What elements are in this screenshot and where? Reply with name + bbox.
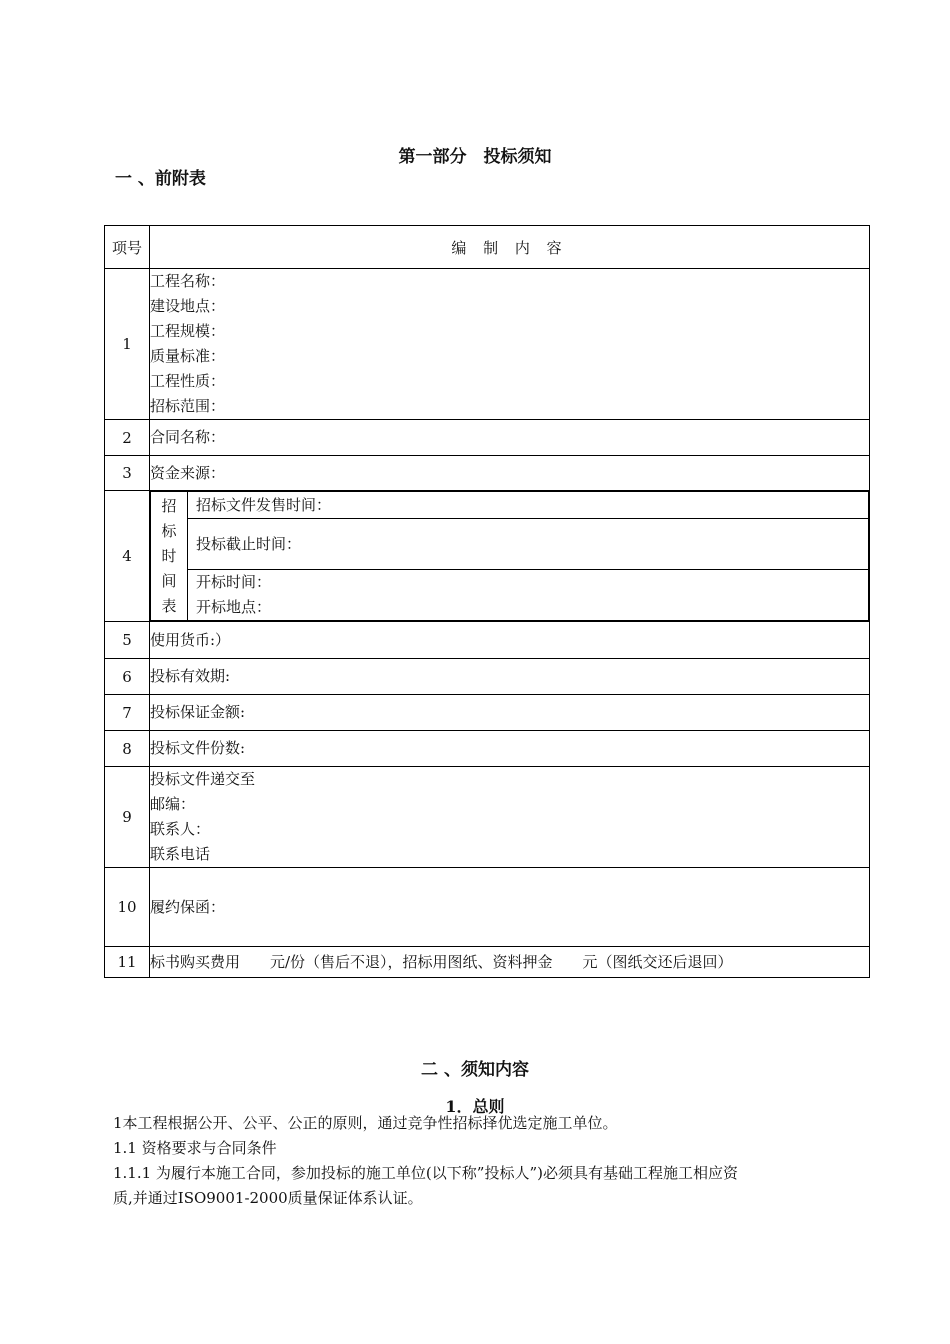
project-info-cell (150, 269, 870, 420)
performance-bond-label: 履约保函： (150, 868, 870, 947)
fund-source-label: 资金来源： (150, 456, 870, 491)
table-row (105, 659, 870, 695)
document-sale-time-label: 招标文件发售时间： (188, 492, 869, 519)
tender-scope-label: 招标范围： (150, 397, 226, 415)
project-scale-label: 工程规模： (150, 322, 226, 340)
paragraph: 1本工程根据公开、公平、公正的原则，通过竞争性招标择优选定施工单位。 (113, 1114, 618, 1132)
table-row (105, 491, 870, 622)
project-name-label: 工程名称： (150, 272, 226, 290)
table-row (105, 947, 870, 978)
header-content: 编 制 内 容 (150, 226, 870, 269)
bid-opening-cell (188, 570, 869, 621)
tender-schedule-label: 招 标 时 间 表 (151, 492, 188, 621)
row-number: 10 (105, 868, 150, 947)
section-heading-instructions: 二 、须知内容 (421, 1060, 529, 1080)
bid-copies-label: 投标文件份数: (150, 731, 870, 767)
bid-bond-amount-label: 投标保证金额: (150, 695, 870, 731)
submission-info-cell (150, 767, 870, 868)
row-number: 2 (105, 420, 150, 456)
section-heading-appendix: 一 、前附表 (115, 169, 206, 189)
table-header-row (105, 226, 870, 269)
paragraph: 1.1.1 为履行本施工合同，参加投标的施工单位(以下称”投标人”)必须具有基础工程施工相应资 (113, 1164, 738, 1182)
row-number: 6 (105, 659, 150, 695)
table-row (105, 622, 870, 659)
row-number: 5 (105, 622, 150, 659)
table-row (105, 868, 870, 947)
appendix-table (104, 225, 870, 978)
document-title: 第一部分 投标须知 (398, 147, 552, 167)
bid-opening-place-label: 开标地点： (196, 598, 272, 616)
row-number: 1 (105, 269, 150, 420)
paragraph: 质,并通过ISO9001-2000质量保证体系认证。 (113, 1189, 423, 1207)
row-number: 11 (105, 947, 150, 978)
paragraph: 1.1 资格要求与合同条件 (113, 1139, 277, 1157)
tender-schedule-cell (150, 491, 870, 622)
submit-to-label: 投标文件递交至 (150, 770, 256, 788)
row-number: 9 (105, 767, 150, 868)
bid-opening-time-label: 开标时间： (196, 573, 272, 591)
contact-phone-label: 联系电话 (150, 845, 211, 863)
bid-deadline-label: 投标截止时间： (188, 519, 869, 570)
header-item-number: 项号 (105, 226, 150, 269)
quality-standard-label: 质量标准： (150, 347, 226, 365)
row-number: 8 (105, 731, 150, 767)
table-row (105, 456, 870, 491)
currency-label: 使用货币:） (150, 622, 870, 659)
bid-validity-label: 投标有效期: (150, 659, 870, 695)
project-nature-label: 工程性质： (150, 372, 226, 390)
row-number: 4 (105, 491, 150, 622)
document-fee-label: 标书购买费用 元/份（售后不退），招标用图纸、资料押金 元（图纸交还后退回） (150, 947, 870, 978)
table-row (105, 695, 870, 731)
construction-site-label: 建设地点： (150, 297, 226, 315)
table-row (105, 420, 870, 456)
table-row (105, 731, 870, 767)
tender-schedule-table (150, 491, 869, 621)
subsection-heading-general: 1．总则 (445, 1097, 505, 1116)
postcode-label: 邮编： (150, 795, 196, 813)
contract-name-label: 合同名称： (150, 420, 870, 456)
row-number: 7 (105, 695, 150, 731)
table-row (105, 269, 870, 420)
row-number: 3 (105, 456, 150, 491)
contact-person-label: 联系人： (150, 820, 211, 838)
table-row (105, 767, 870, 868)
